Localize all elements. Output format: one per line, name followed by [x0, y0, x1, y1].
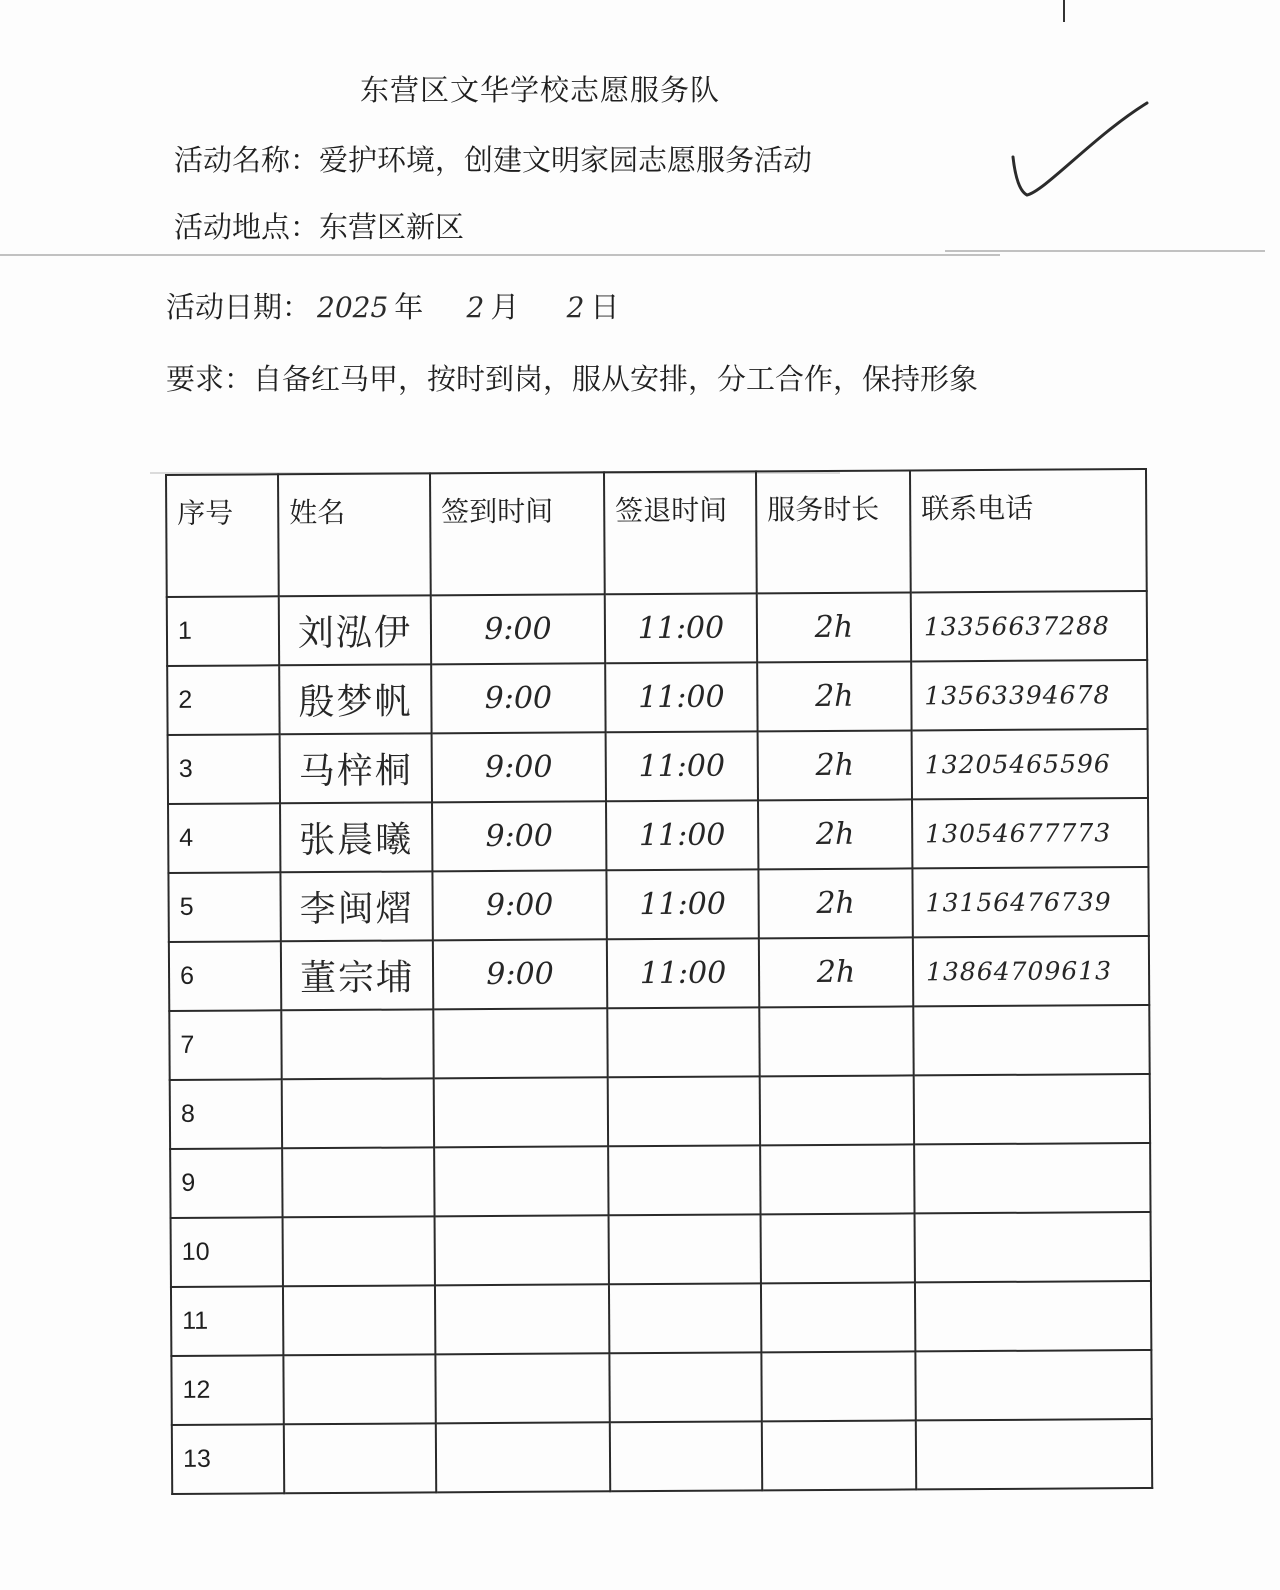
table-row	[169, 1005, 1149, 1080]
date-month-unit: 月	[490, 290, 520, 324]
volunteer-name	[281, 1009, 433, 1079]
row-number: 8	[170, 1079, 282, 1149]
service-duration	[761, 1351, 915, 1421]
table-row	[172, 1419, 1152, 1494]
volunteer-table	[165, 468, 1153, 1495]
document-title: 东营区文华学校志愿服务队	[360, 73, 721, 107]
row-number: 2	[167, 665, 279, 735]
activity-date	[166, 285, 619, 326]
table-row	[167, 660, 1147, 735]
sign-in-time	[434, 1146, 608, 1216]
sign-out-time	[609, 1352, 761, 1422]
row-number: 12	[171, 1355, 283, 1425]
sign-out-time: 11:00	[606, 731, 758, 801]
phone-number: 13356637288	[911, 591, 1147, 661]
column-header-sign-in: 签到时间	[430, 472, 605, 595]
sign-in-time	[436, 1422, 610, 1492]
phone-number: 13156476739	[912, 867, 1148, 937]
phone-number: 13054677773	[912, 798, 1148, 868]
service-duration	[761, 1213, 915, 1283]
column-header-phone: 联系电话	[910, 469, 1147, 592]
volunteer-name	[283, 1216, 435, 1286]
sign-out-time	[608, 1145, 760, 1215]
table-row	[171, 1281, 1151, 1356]
sign-out-time: 11:00	[606, 800, 758, 870]
volunteer-name	[283, 1354, 435, 1424]
date-month: 2	[466, 291, 485, 324]
row-number: 11	[171, 1286, 283, 1356]
service-duration: 2h	[757, 661, 911, 731]
phone-number	[915, 1281, 1151, 1351]
date-day-unit: 日	[590, 290, 620, 324]
sign-in-time: 9:00	[432, 732, 606, 802]
service-duration: 2h	[759, 937, 913, 1007]
activity-name: 活动名称：爱护环境，创建文明家园志愿服务活动	[174, 143, 813, 177]
row-number: 7	[169, 1010, 281, 1080]
service-duration: 2h	[758, 730, 912, 800]
volunteer-name	[283, 1285, 435, 1355]
sign-in-time: 9:00	[431, 663, 605, 733]
sign-out-time: 11:00	[605, 593, 757, 663]
sign-out-time: 11:00	[606, 869, 758, 939]
volunteer-name: 马梓桐	[280, 733, 432, 803]
date-year-unit: 年	[394, 290, 424, 324]
table-row	[168, 729, 1148, 804]
sign-out-time	[607, 1007, 759, 1077]
row-number: 5	[168, 872, 280, 942]
table-row	[170, 1143, 1150, 1218]
date-label: 活动日期：	[166, 290, 312, 324]
phone-number: 13563394678	[911, 660, 1147, 730]
table-row	[167, 591, 1147, 666]
sign-out-time	[608, 1076, 760, 1146]
volunteer-name	[284, 1423, 436, 1493]
table-row	[171, 1350, 1151, 1425]
volunteer-name: 刘泓伊	[279, 595, 431, 665]
sign-in-time	[435, 1284, 609, 1354]
table-row	[171, 1212, 1151, 1287]
phone-number: 13205465596	[912, 729, 1148, 799]
service-duration: 2h	[757, 592, 911, 662]
column-header-duration: 服务时长	[756, 470, 911, 593]
sign-in-time	[433, 1008, 607, 1078]
corner-pen-mark	[1063, 0, 1065, 22]
column-header-number: 序号	[166, 474, 279, 597]
volunteer-name: 殷梦帆	[279, 664, 431, 734]
volunteer-name	[282, 1078, 434, 1148]
phone-number	[913, 1005, 1149, 1075]
fold-line	[945, 250, 1265, 252]
table-row	[168, 798, 1148, 873]
sign-in-time	[435, 1353, 609, 1423]
sign-out-time	[610, 1421, 762, 1491]
requirements: 要求：自备红马甲，按时到岗，服从安排，分工合作，保持形象	[166, 362, 979, 396]
sign-out-time: 11:00	[605, 662, 757, 732]
phone-number	[914, 1143, 1150, 1213]
volunteer-name: 董宗埔	[281, 940, 433, 1010]
checkmark-icon	[1005, 95, 1155, 205]
table-row	[169, 936, 1149, 1011]
fold-line	[0, 254, 1000, 256]
volunteer-name: 张晨曦	[280, 802, 432, 872]
date-year: 2025	[317, 291, 389, 324]
sign-in-time: 9:00	[432, 870, 606, 940]
sign-in-time: 9:00	[431, 594, 605, 664]
sign-out-time	[609, 1214, 761, 1284]
column-header-sign-out: 签退时间	[604, 471, 757, 594]
phone-number	[915, 1350, 1151, 1420]
phone-number	[916, 1419, 1152, 1489]
table-header-row	[166, 469, 1147, 597]
row-number: 13	[172, 1424, 284, 1494]
service-duration: 2h	[758, 868, 912, 938]
activity-place: 活动地点：东营区新区	[174, 210, 465, 244]
volunteer-name: 李闽熠	[280, 871, 432, 941]
service-duration	[762, 1420, 916, 1490]
table-row	[168, 867, 1148, 942]
column-header-name: 姓名	[278, 473, 431, 596]
phone-number: 13864709613	[913, 936, 1149, 1006]
volunteer-name	[282, 1147, 434, 1217]
sign-out-time: 11:00	[607, 938, 759, 1008]
row-number: 10	[171, 1217, 283, 1287]
row-number: 9	[170, 1148, 282, 1218]
sign-in-time: 9:00	[433, 939, 607, 1009]
phone-number	[915, 1212, 1151, 1282]
service-duration	[760, 1075, 914, 1145]
service-duration	[761, 1282, 915, 1352]
row-number: 3	[168, 734, 280, 804]
phone-number	[914, 1074, 1150, 1144]
table-row	[170, 1074, 1150, 1149]
sign-in-time	[435, 1215, 609, 1285]
sign-in-time	[434, 1077, 608, 1147]
date-day: 2	[566, 291, 585, 324]
sign-in-time: 9:00	[432, 801, 606, 871]
row-number: 6	[169, 941, 281, 1011]
row-number: 1	[167, 596, 279, 666]
service-duration	[760, 1144, 914, 1214]
sign-out-time	[609, 1283, 761, 1353]
service-duration	[759, 1006, 913, 1076]
service-duration: 2h	[758, 799, 912, 869]
row-number: 4	[168, 803, 280, 873]
